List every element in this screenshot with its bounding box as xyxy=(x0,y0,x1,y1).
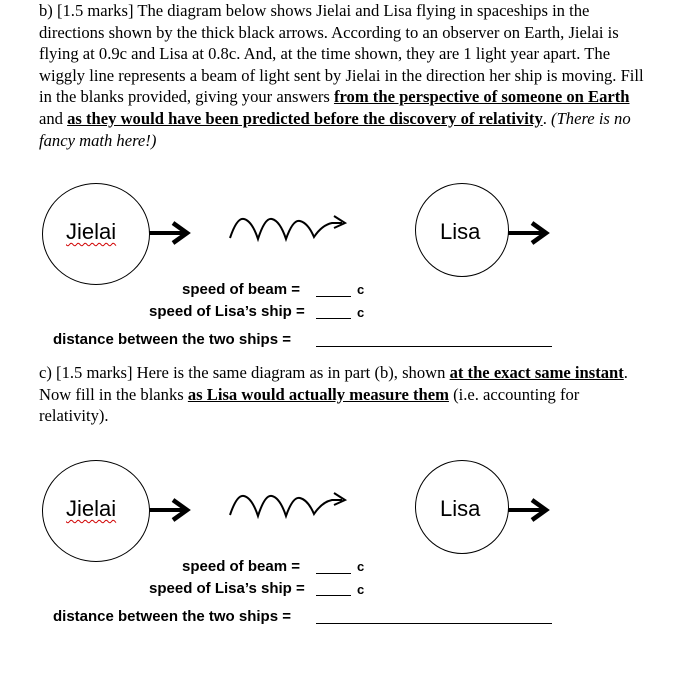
distance-label: distance between the two ships = xyxy=(53,331,291,348)
part-b-emphasis-prediction: as they would have been predicted before the discovery of relativity xyxy=(67,108,543,128)
part-b-and: and xyxy=(39,108,68,128)
speed-of-lisa-unit: c xyxy=(357,305,365,320)
lisa-direction-arrow xyxy=(507,496,557,526)
lisa-label: Lisa xyxy=(440,219,481,244)
lisa-direction-arrow xyxy=(507,219,557,249)
speed-of-beam-unit: c xyxy=(357,282,365,297)
speed-of-beam-label: speed of beam = xyxy=(182,281,300,298)
jielai-label: Jielai xyxy=(66,496,117,521)
part-b-emphasis-earth: from the perspective of someone on Earth xyxy=(333,87,630,107)
light-beam-wave xyxy=(228,488,358,524)
part-b-text: b) [1.5 marks] The diagram below shows Jielai and Lisa flying in spaceships in the directions shown by the thick black arrows. According to an observer on Earth, Jielai is flying at 0.9c and Lisa at 0.8c. And, at the time shown, they are 1 light year apart. The wiggly line represents a beam of light sent by Jielai in the direction her ship is moving. Fill in the blanks provided, giving your answers xyxy=(39,1,644,107)
light-beam-wave xyxy=(228,211,358,247)
part-b-note: (There is no fancy math here!) xyxy=(39,108,631,150)
diagram-c xyxy=(0,460,682,560)
distance-blank[interactable] xyxy=(316,623,552,624)
diagram-b xyxy=(0,183,682,283)
speed-of-lisa-unit: c xyxy=(357,582,365,597)
speed-of-beam-label: speed of beam = xyxy=(182,558,300,575)
part-c-emphasis-lisa: as Lisa would actually measure them xyxy=(187,384,449,404)
speed-of-lisa-blank[interactable] xyxy=(316,318,351,319)
speed-of-beam-unit: c xyxy=(357,559,365,574)
speed-of-lisa-label: speed of Lisa’s ship = xyxy=(149,580,305,597)
speed-of-lisa-blank[interactable] xyxy=(316,595,351,596)
part-b-question xyxy=(39,0,644,151)
speed-of-beam-blank[interactable] xyxy=(316,573,351,574)
jielai-direction-arrow xyxy=(148,496,198,526)
part-b-period: . xyxy=(542,108,552,128)
distance-blank[interactable] xyxy=(316,346,552,347)
part-c-text: c) [1.5 marks] Here is the same diagram as in part (b), shown xyxy=(39,363,450,382)
lisa-label: Lisa xyxy=(440,496,481,521)
jielai-direction-arrow xyxy=(148,219,198,249)
speed-of-beam-blank[interactable] xyxy=(316,296,351,297)
part-c-text-mid: . Now fill in the blanks xyxy=(39,363,628,404)
part-c-emphasis-instant: at the exact same instant xyxy=(449,363,624,382)
part-c-question xyxy=(39,362,644,427)
jielai-label: Jielai xyxy=(66,219,117,244)
part-c-suffix: (i.e. accounting for relativity). xyxy=(39,384,580,426)
speed-of-lisa-label: speed of Lisa’s ship = xyxy=(149,303,305,320)
distance-label: distance between the two ships = xyxy=(53,608,291,625)
